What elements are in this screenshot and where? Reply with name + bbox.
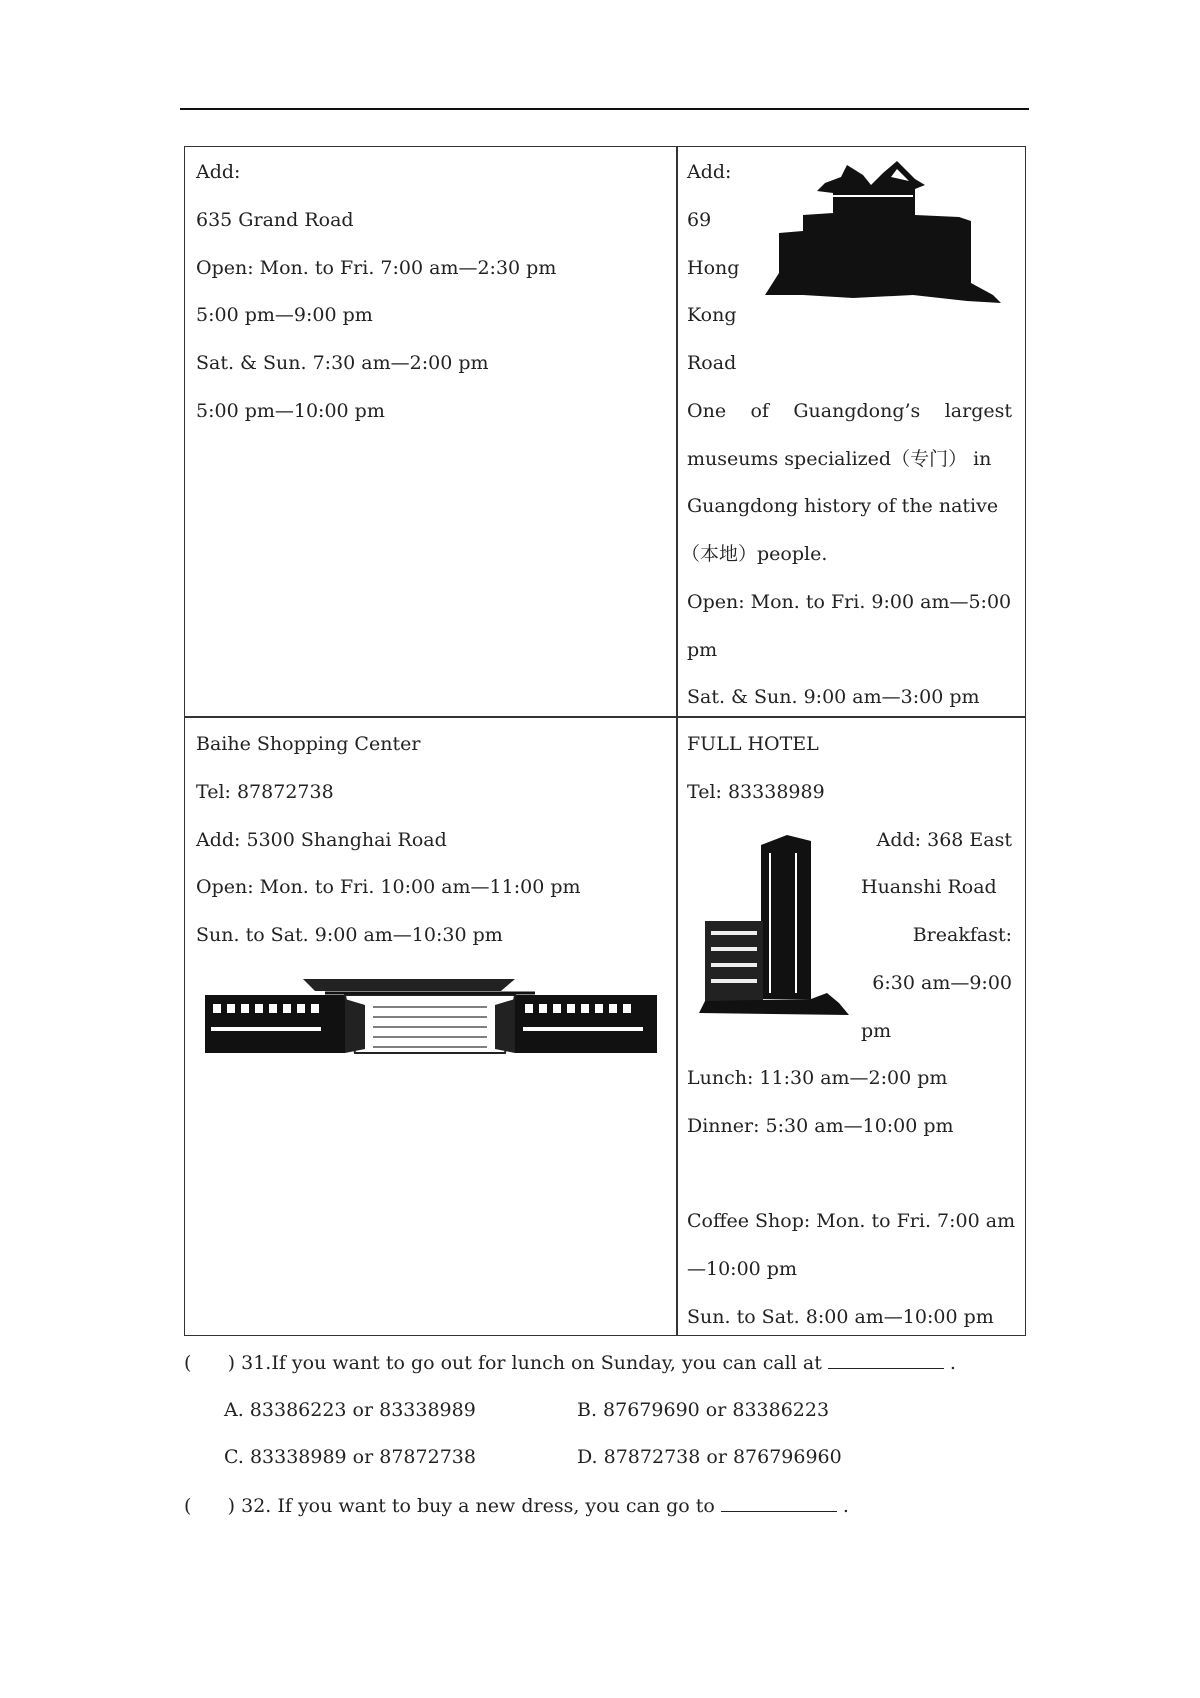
question-end: . [949, 1352, 956, 1374]
hotel-address-line1: Add: 368 East [876, 829, 1012, 851]
hotel-address-line2: Huanshi Road [861, 876, 997, 898]
hotel-breakfast-pm: pm [861, 1020, 892, 1042]
shopping-tel: Tel: 87872738 [196, 781, 334, 803]
restaurant-add-label: Add: [196, 161, 241, 183]
shopping-open-line1: Open: Mon. to Fri. 10:00 am—11:00 pm [196, 876, 581, 898]
answer-blank[interactable] [828, 1350, 944, 1369]
museum-open-line3: Sat. & Sun. 9:00 am—3:00 pm [687, 686, 980, 708]
restaurant-open-line3: Sat. & Sun. 7:30 am—2:00 pm [196, 352, 489, 374]
option-c: C. 83338989 or 87872738 [224, 1446, 476, 1468]
table-column-divider [676, 147, 678, 1335]
shopping-open-line2: Sun. to Sat. 9:00 am—10:30 pm [196, 924, 503, 946]
table-row-divider [185, 716, 1025, 718]
hotel-coffee-line1: Coffee Shop: Mon. to Fri. 7:00 am [687, 1210, 1016, 1232]
shopping-name: Baihe Shopping Center [196, 733, 421, 755]
restaurant-address: 635 Grand Road [196, 209, 354, 231]
shopping-center-icon [205, 977, 657, 1059]
hotel-breakfast-time: 6:30 am—9:00 [872, 972, 1012, 994]
question-31 [184, 1350, 956, 1375]
museum-address-word: Road [687, 352, 737, 374]
museum-desc-word: of [750, 400, 769, 422]
option-a: A. 83386223 or 83338989 [224, 1399, 476, 1421]
museum-address-word: Hong [687, 257, 740, 279]
museum-desc-line1 [687, 399, 1012, 423]
museum-desc-word: One [687, 400, 727, 422]
museum-address-word: Kong [687, 304, 737, 326]
restaurant-open-line4: 5:00 pm—10:00 pm [196, 400, 385, 422]
hotel-tel: Tel: 83338989 [687, 781, 825, 803]
answer-paren[interactable]: ( ) [184, 1495, 236, 1517]
museum-desc-word: Guangdong’s [793, 400, 921, 422]
hotel-dinner: Dinner: 5:30 am—10:00 pm [687, 1115, 954, 1137]
museum-desc-line2: museums specialized（专门） in [687, 448, 992, 470]
hotel-name: FULL HOTEL [687, 733, 819, 755]
info-table [184, 146, 1026, 1336]
question-end: . [842, 1495, 849, 1517]
museum-open-line1: Open: Mon. to Fri. 9:00 am—5:00 [687, 591, 1012, 613]
museum-desc-line3: Guangdong history of the native [687, 495, 999, 517]
question-text: 31.If you want to go out for lunch on Sunday, you can call at [241, 1352, 822, 1374]
answer-blank[interactable] [721, 1493, 837, 1512]
question-32 [184, 1493, 849, 1518]
hotel-lunch: Lunch: 11:30 am—2:00 pm [687, 1067, 948, 1089]
header-rule [180, 108, 1029, 110]
museum-desc-line4: （本地）people. [681, 543, 828, 565]
shopping-address: Add: 5300 Shanghai Road [196, 829, 447, 851]
answer-paren[interactable]: ( ) [184, 1352, 236, 1374]
restaurant-open-line2: 5:00 pm—9:00 pm [196, 304, 373, 326]
hotel-breakfast-label: Breakfast: [912, 924, 1012, 946]
museum-add-label: Add: [687, 161, 732, 183]
hotel-building-icon [699, 833, 851, 1015]
hotel-coffee-line2: —10:00 pm [687, 1258, 797, 1280]
museum-address-word: 69 [687, 209, 712, 231]
museum-building-icon [763, 155, 1023, 305]
hotel-coffee-line3: Sun. to Sat. 8:00 am—10:00 pm [687, 1306, 994, 1328]
question-text: 32. If you want to buy a new dress, you can go to [241, 1495, 715, 1517]
option-b: B. 87679690 or 83386223 [577, 1399, 830, 1421]
museum-desc-word: largest [944, 400, 1012, 422]
museum-open-line2: pm [687, 639, 718, 661]
restaurant-open-line1: Open: Mon. to Fri. 7:00 am—2:30 pm [196, 257, 557, 279]
option-d: D. 87872738 or 876796960 [577, 1446, 842, 1468]
